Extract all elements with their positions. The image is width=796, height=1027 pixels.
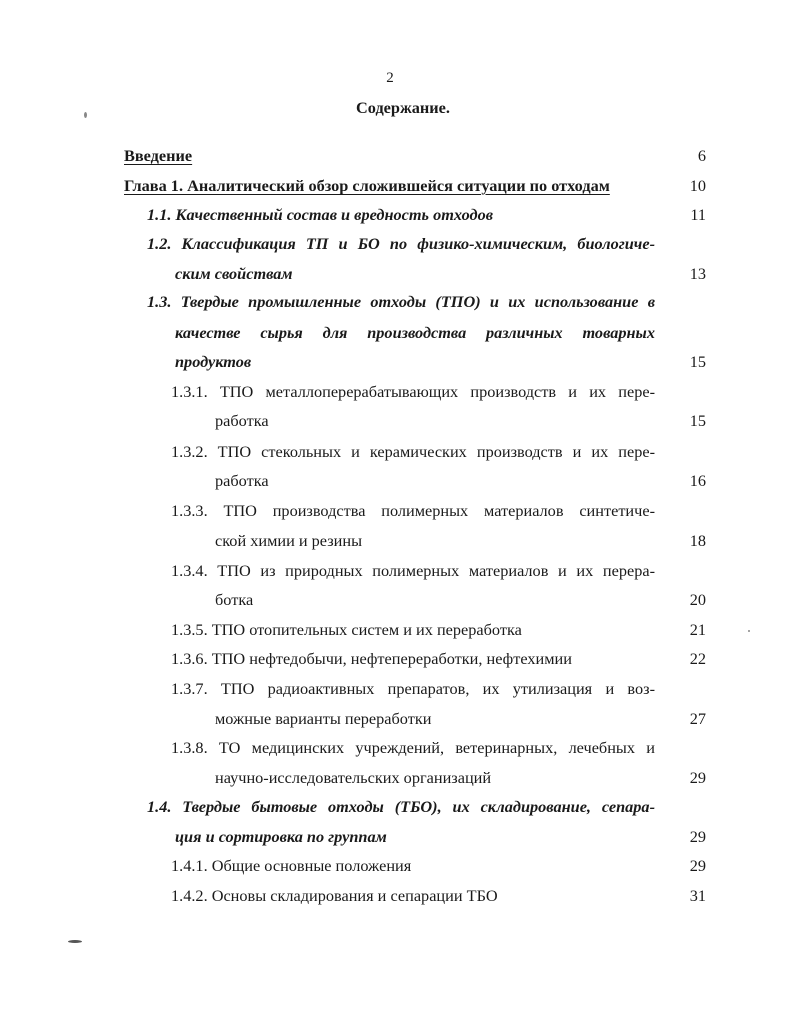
toc-page-number: 29 (689, 827, 706, 846)
toc-entry-line: 1.3.2. ТПО стекольных и керамических производств и их пере- (171, 442, 655, 461)
toc-entry-line: 1.4.2. Основы складирования и сепарации ТБО (171, 886, 498, 905)
toc-page-number: 15 (689, 352, 706, 371)
toc-page-number: 18 (689, 531, 706, 550)
toc-page-number: 20 (689, 590, 706, 609)
toc-page-number: 15 (689, 411, 706, 430)
toc-entry-line: 1.4.1. Общие основные положения (171, 856, 412, 875)
toc-entry-line: Глава 1. Аналитический обзор сложившейся ситуации по отходам (124, 176, 610, 195)
toc-entry-line: ской химии и резины (215, 531, 363, 550)
toc-page-number: 29 (689, 856, 706, 875)
scan-speck (748, 630, 750, 632)
toc-entry-line: 1.3. Твердые промышленные отходы (ТПО) и их использование в (147, 292, 655, 311)
toc-entry-line: 1.3.1. ТПО металлоперерабатывающих производств и их пере- (171, 382, 655, 401)
toc-page-number: 13 (689, 264, 706, 283)
toc-entry-line: 1.1. Качественный состав и вредность отходов (147, 205, 494, 224)
toc-entry-line: 1.2. Классификация ТП и БО по физико-химическим, биологиче- (147, 234, 655, 253)
toc-entry-line: продуктов (175, 352, 252, 371)
toc-entry-line: 1.3.4. ТПО из природных полимерных материалов и их перера- (171, 561, 655, 580)
toc-entry-line: ция и сортировка по группам (175, 827, 387, 846)
toc-entry-line: 1.3.6. ТПО нефтедобычи, нефтепереработки, нефтехимии (171, 649, 572, 668)
toc-entry-line: качестве сырья для производства различных товарных (175, 323, 655, 342)
toc-entry-line: 1.3.3. ТПО производства полимерных материалов синтетиче- (171, 501, 655, 520)
toc-entry-line: работка (215, 471, 269, 490)
scan-speck (84, 112, 87, 118)
page-title: Содержание. (356, 98, 450, 117)
toc-entry-line: Введение (124, 146, 193, 165)
toc-entry-line: ским свойствам (175, 264, 293, 283)
toc-page-number: 6 (697, 146, 706, 165)
toc-page-number: 21 (689, 620, 706, 639)
page-number: 2 (386, 70, 394, 86)
toc-entry-line: 1.3.7. ТПО радиоактивных препаратов, их утилизация и воз- (171, 679, 655, 698)
toc-entry-line: 1.4. Твердые бытовые отходы (ТБО), их складирование, сепара- (147, 797, 655, 816)
toc-entry-line: 1.3.8. ТО медицинских учреждений, ветеринарных, лечебных и (171, 738, 655, 757)
toc-entry-line: работка (215, 411, 269, 430)
toc-entry-line: 1.3.5. ТПО отопительных систем и их переработка (171, 620, 522, 639)
toc-page-number: 11 (690, 205, 706, 224)
toc-page-number: 22 (689, 649, 706, 668)
toc-page-number: 10 (689, 176, 706, 195)
toc-entry-line: научно-исследовательских организаций (215, 768, 492, 787)
toc-page-number: 16 (689, 471, 706, 490)
toc-entry-line: ботка (215, 590, 254, 609)
toc-entry-line: можные варианты переработки (215, 709, 432, 728)
toc-page-number: 31 (689, 886, 706, 905)
scan-speck (68, 940, 82, 943)
toc-page-number: 29 (689, 768, 706, 787)
toc-page-number: 27 (689, 709, 706, 728)
